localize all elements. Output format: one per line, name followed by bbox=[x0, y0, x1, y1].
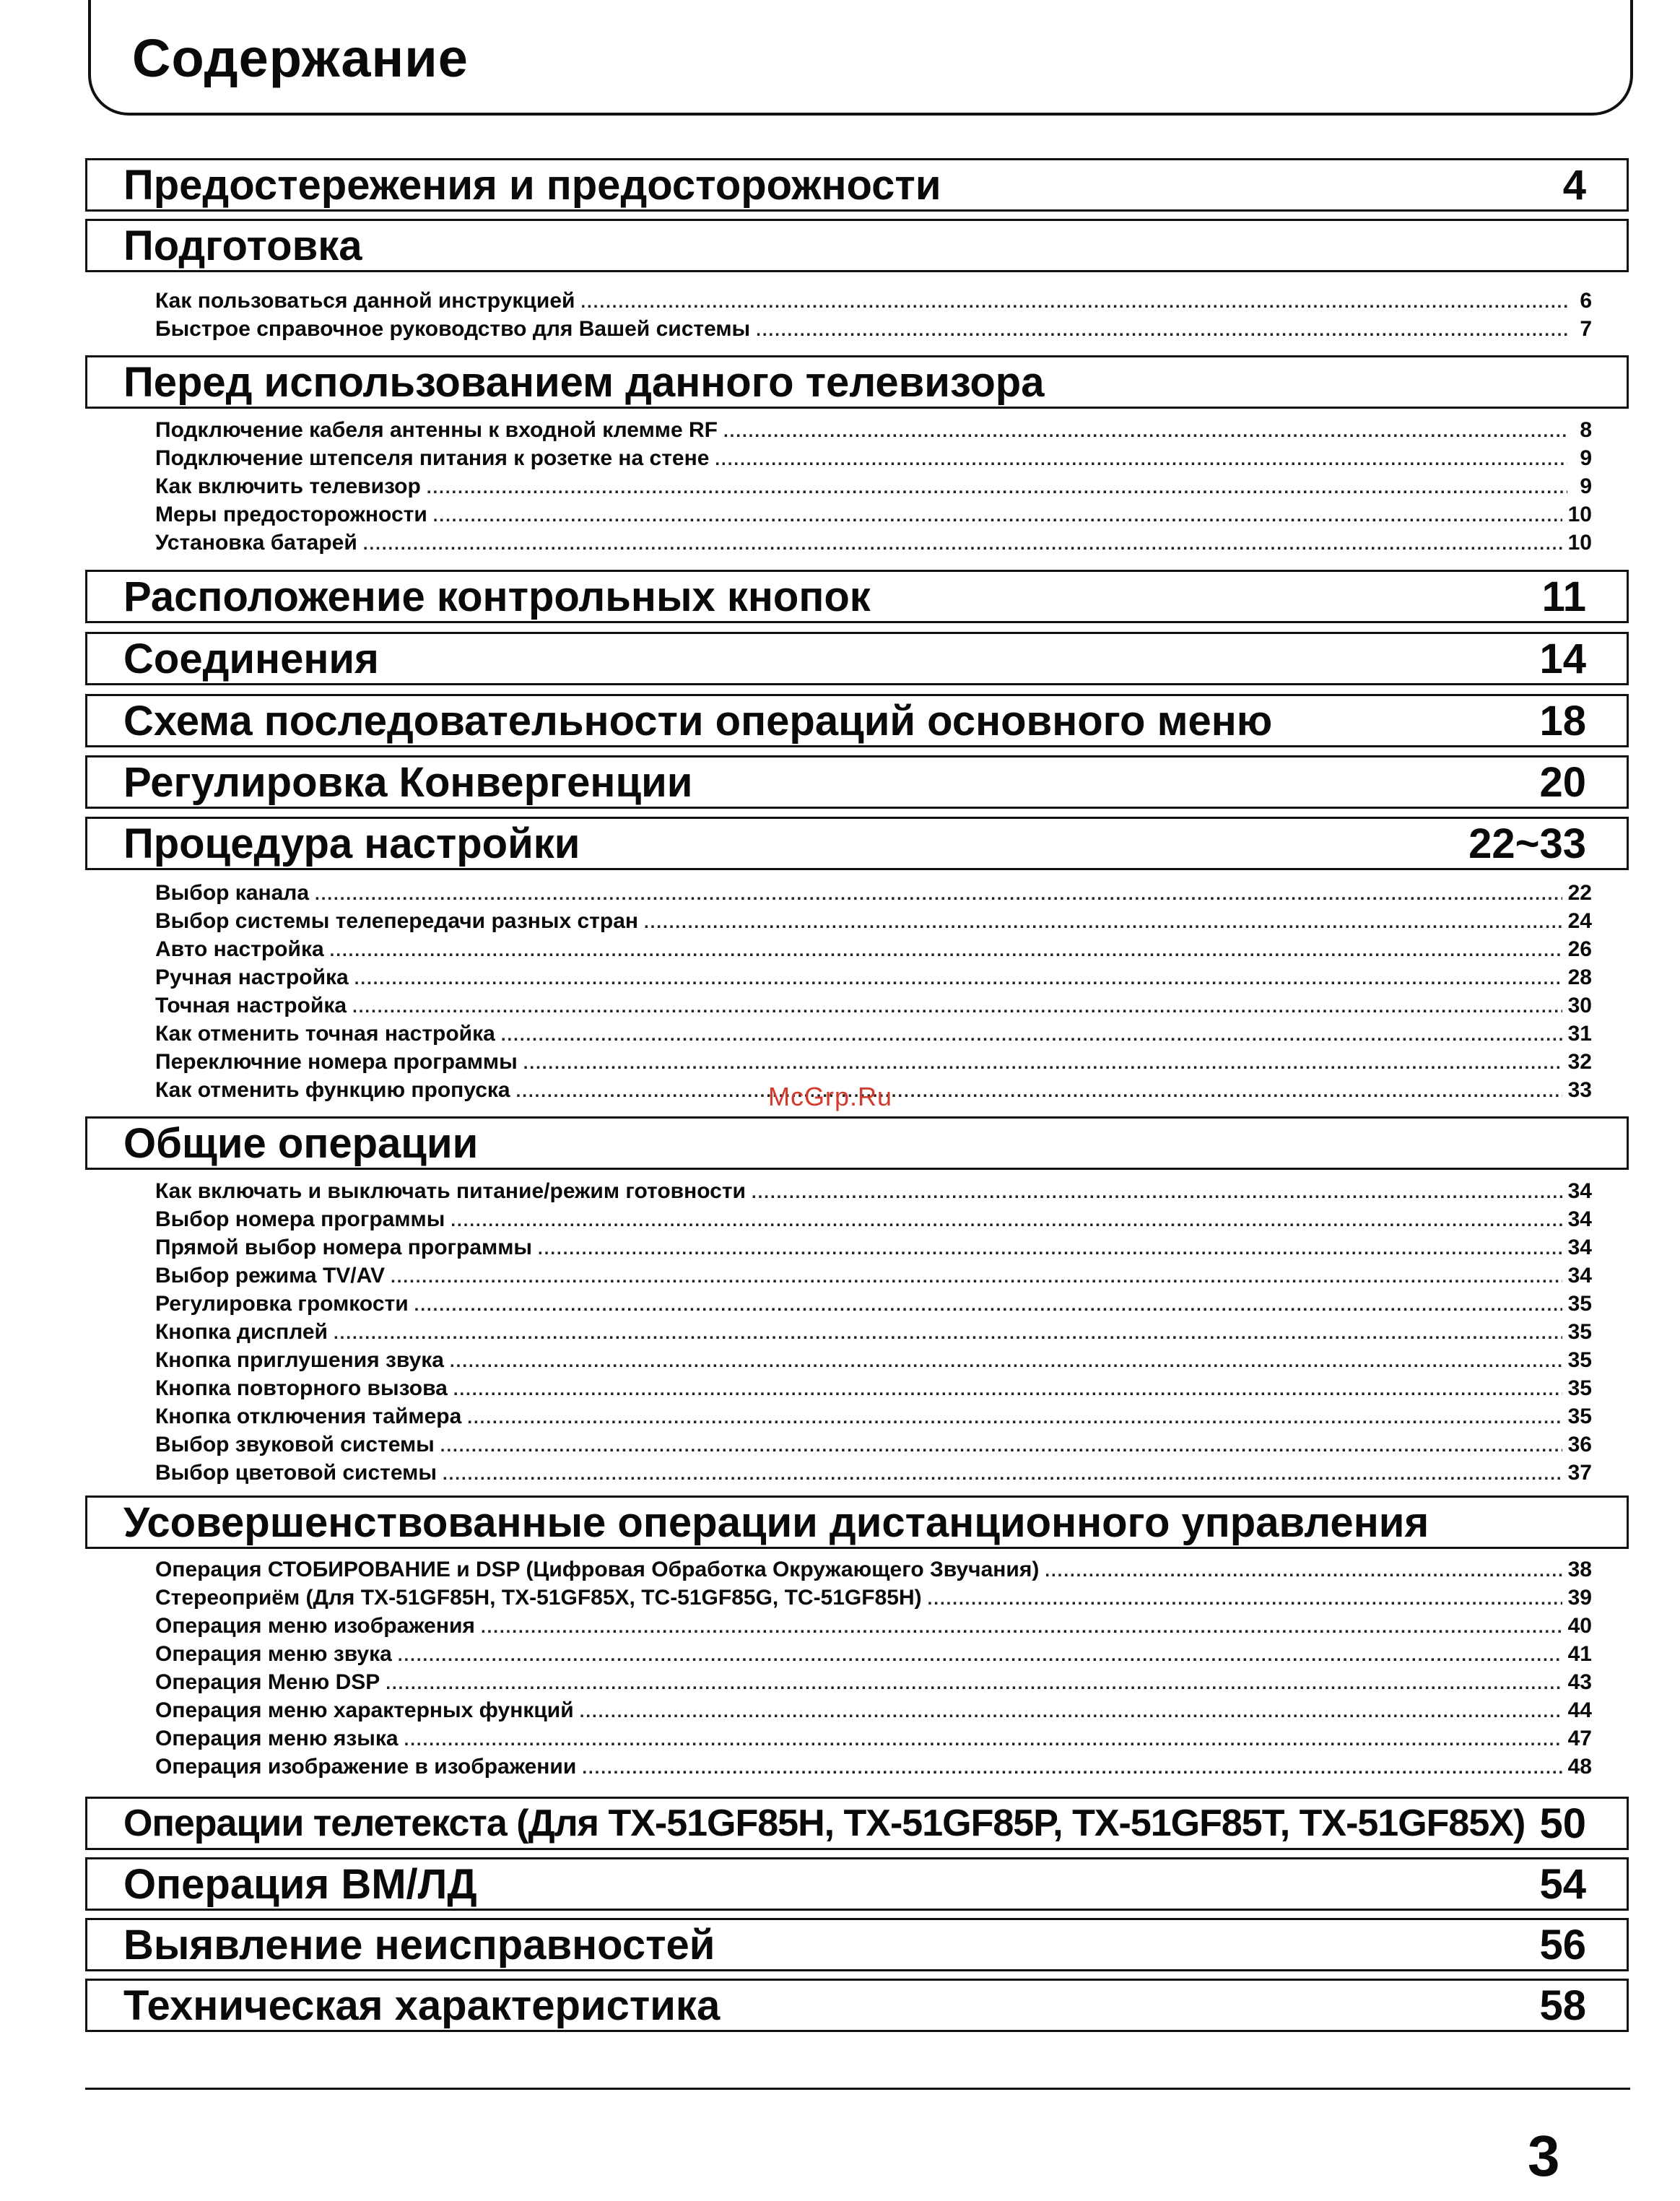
entry-label: Операция меню изображения bbox=[155, 1614, 475, 1638]
leader-dots bbox=[433, 502, 1562, 530]
section-title: Общие операции bbox=[123, 1119, 479, 1167]
toc-entry[interactable] bbox=[155, 315, 1592, 343]
entry-page: 44 bbox=[1567, 1698, 1592, 1722]
toc-section[interactable] bbox=[85, 694, 1629, 747]
entry-label: Регулировка громкости bbox=[155, 1292, 409, 1316]
entry-label: Операция СТОБИРОВАНИЕ и DSP (Цифровая Обработка Окружающего Звучания) bbox=[155, 1558, 1040, 1581]
section-title: Техническая характеристика bbox=[123, 1981, 721, 2029]
toc-section[interactable] bbox=[85, 817, 1629, 870]
entry-label: Авто настройка bbox=[155, 937, 324, 961]
section-title: Схема последовательности операций основного меню bbox=[123, 697, 1273, 744]
entry-page: 34 bbox=[1567, 1264, 1592, 1288]
entry-page: 35 bbox=[1567, 1376, 1592, 1400]
toc-entry[interactable] bbox=[155, 991, 1592, 1020]
toc-entry[interactable] bbox=[155, 1346, 1592, 1374]
entry-label: Как отменить функцию пропуска bbox=[155, 1078, 510, 1102]
leader-dots bbox=[352, 993, 1562, 1021]
leader-dots bbox=[516, 1077, 1562, 1106]
entry-page: 34 bbox=[1567, 1179, 1592, 1203]
entry-page: 41 bbox=[1567, 1642, 1592, 1666]
leader-dots bbox=[330, 937, 1562, 965]
section-page: 14 bbox=[1539, 635, 1586, 682]
toc-entry[interactable] bbox=[155, 472, 1592, 500]
leader-dots bbox=[481, 1613, 1562, 1641]
toc-entry[interactable] bbox=[155, 1612, 1592, 1640]
entry-label: Выбор цветовой системы bbox=[155, 1461, 437, 1485]
section-page: 54 bbox=[1539, 1860, 1586, 1908]
entry-label: Кнопка дисплей bbox=[155, 1320, 328, 1344]
toc-entry[interactable] bbox=[155, 1753, 1592, 1781]
toc-entry[interactable] bbox=[155, 1177, 1592, 1205]
toc-entry[interactable] bbox=[155, 1205, 1592, 1233]
toc-section[interactable] bbox=[85, 1979, 1629, 2032]
entry-label: Ручная настройка bbox=[155, 965, 349, 989]
entry-label: Подключение кабеля антенны к входной клемме RF bbox=[155, 418, 718, 442]
leader-dots bbox=[450, 1347, 1562, 1376]
toc-entry[interactable] bbox=[155, 416, 1592, 444]
entry-page: 26 bbox=[1567, 937, 1592, 961]
leader-dots bbox=[398, 1641, 1562, 1670]
leader-dots bbox=[523, 1049, 1562, 1077]
page-title: Содержание bbox=[132, 28, 469, 88]
leader-dots bbox=[582, 1754, 1562, 1782]
leader-dots bbox=[391, 1263, 1562, 1291]
entry-label: Подключение штепселя питания к розетке на стене bbox=[155, 446, 710, 470]
entry-label: Стереоприём (Для TX-51GF85H, TX-51GF85X, TC-51GF85G, TC-51GF85H) bbox=[155, 1586, 922, 1610]
section-page: 22~33 bbox=[1468, 820, 1586, 867]
entry-list bbox=[155, 1177, 1592, 1487]
section-page: 58 bbox=[1539, 1981, 1586, 2029]
leader-dots bbox=[315, 880, 1562, 908]
entry-page: 35 bbox=[1567, 1405, 1592, 1428]
toc-entry[interactable] bbox=[155, 963, 1592, 991]
toc-section[interactable] bbox=[85, 355, 1629, 409]
leader-dots bbox=[538, 1235, 1562, 1263]
section-title: Соединения bbox=[123, 635, 379, 682]
toc-entry[interactable] bbox=[155, 1584, 1592, 1612]
toc-entry[interactable] bbox=[155, 500, 1592, 529]
entry-label: Операция меню характерных функций bbox=[155, 1698, 574, 1722]
section-title: Процедура настройки bbox=[123, 820, 580, 867]
leader-dots bbox=[644, 908, 1562, 937]
entry-page: 22 bbox=[1567, 881, 1592, 905]
entry-page: 32 bbox=[1567, 1050, 1592, 1074]
leader-dots bbox=[443, 1460, 1562, 1488]
toc-section[interactable] bbox=[85, 755, 1629, 809]
toc-entry[interactable] bbox=[155, 1724, 1592, 1753]
entry-list bbox=[155, 1555, 1592, 1781]
entry-label: Кнопка отключения таймера bbox=[155, 1405, 462, 1428]
entry-page: 35 bbox=[1567, 1348, 1592, 1372]
toc-entry[interactable] bbox=[155, 1431, 1592, 1459]
toc-section[interactable] bbox=[85, 1495, 1629, 1549]
section-title: Выявление неисправностей bbox=[123, 1921, 715, 1968]
entry-page: 34 bbox=[1567, 1207, 1592, 1231]
toc-section[interactable] bbox=[85, 1918, 1629, 1971]
entry-label: Выбор системы телепередачи разных стран bbox=[155, 909, 639, 933]
leader-dots bbox=[723, 417, 1567, 446]
leader-dots bbox=[453, 1376, 1562, 1404]
toc-section[interactable] bbox=[85, 1857, 1629, 1911]
entry-label: Как пользоваться данной инструкцией bbox=[155, 289, 575, 313]
leader-dots bbox=[580, 288, 1567, 316]
section-page: 20 bbox=[1539, 758, 1586, 806]
section-title: Операции телетекста (Для TX-51GF85H, TX-51GF85P, TX-51GF85T, TX-51GF85X) bbox=[123, 1802, 1526, 1844]
entry-page: 28 bbox=[1567, 965, 1592, 989]
leader-dots bbox=[752, 1178, 1562, 1207]
entry-label: Выбор номера программы bbox=[155, 1207, 445, 1231]
toc-entry[interactable] bbox=[155, 1374, 1592, 1402]
entry-page: 38 bbox=[1567, 1558, 1592, 1581]
entry-list bbox=[155, 287, 1592, 343]
section-title: Предостережения и предосторожности bbox=[123, 161, 941, 209]
entry-label: Операция изображение в изображении bbox=[155, 1755, 577, 1779]
footer-rule bbox=[85, 2088, 1630, 2090]
entry-list bbox=[155, 416, 1592, 557]
entry-label: Выбор канала bbox=[155, 881, 310, 905]
leader-dots bbox=[715, 446, 1567, 474]
entry-label: Как включать и выключать питание/режим готовности bbox=[155, 1179, 746, 1203]
entry-label: Точная настройка bbox=[155, 994, 347, 1017]
section-title: Регулировка Конвергенции bbox=[123, 758, 693, 806]
toc-entry[interactable] bbox=[155, 935, 1592, 963]
entry-page: 37 bbox=[1567, 1461, 1592, 1485]
entry-page: 9 bbox=[1580, 446, 1592, 470]
leader-dots bbox=[334, 1319, 1562, 1347]
toc-entry[interactable] bbox=[155, 1668, 1592, 1696]
toc-entry[interactable] bbox=[155, 879, 1592, 907]
toc-section[interactable] bbox=[85, 1797, 1629, 1850]
section-page: 11 bbox=[1541, 573, 1586, 620]
entry-label: Как включить телевизор bbox=[155, 474, 421, 498]
leader-dots bbox=[427, 474, 1567, 502]
section-title: Перед использованием данного телевизора bbox=[123, 358, 1045, 406]
entry-page: 33 bbox=[1567, 1078, 1592, 1102]
leader-dots bbox=[440, 1432, 1562, 1460]
entry-page: 9 bbox=[1580, 474, 1592, 498]
toc-entry[interactable] bbox=[155, 1318, 1592, 1346]
entry-page: 40 bbox=[1567, 1614, 1592, 1638]
leader-dots bbox=[580, 1698, 1562, 1726]
leader-dots bbox=[354, 965, 1562, 993]
entry-page: 43 bbox=[1567, 1670, 1592, 1694]
section-title: Расположение контрольных кнопок bbox=[123, 573, 871, 620]
leader-dots bbox=[414, 1291, 1562, 1319]
entry-list bbox=[155, 879, 1592, 1104]
watermark-text: McGrp.Ru bbox=[768, 1082, 893, 1111]
entry-page: 48 bbox=[1567, 1755, 1592, 1779]
leader-dots bbox=[363, 530, 1562, 558]
section-page: 4 bbox=[1562, 161, 1586, 209]
toc-entry[interactable] bbox=[155, 1290, 1592, 1318]
entry-page: 47 bbox=[1567, 1727, 1592, 1750]
entry-label: Операция Меню DSP bbox=[155, 1670, 380, 1694]
entry-label: Кнопка повторного вызова bbox=[155, 1376, 448, 1400]
entry-label: Операция меню звука bbox=[155, 1642, 392, 1666]
toc-entry[interactable] bbox=[155, 1555, 1592, 1584]
entry-label: Быстрое справочное руководство для Вашей системы bbox=[155, 317, 751, 341]
leader-dots bbox=[756, 316, 1567, 344]
entry-label: Кнопка приглушения звука bbox=[155, 1348, 444, 1372]
toc-entry[interactable] bbox=[155, 444, 1592, 472]
section-page: 18 bbox=[1539, 697, 1586, 744]
entry-label: Операция меню языка bbox=[155, 1727, 399, 1750]
toc-entry[interactable] bbox=[155, 1262, 1592, 1290]
entry-page: 39 bbox=[1567, 1586, 1592, 1610]
leader-dots bbox=[501, 1021, 1562, 1049]
toc-entry[interactable] bbox=[155, 1402, 1592, 1431]
leader-dots bbox=[386, 1670, 1562, 1698]
toc-entry[interactable] bbox=[155, 529, 1592, 557]
section-page: 56 bbox=[1539, 1921, 1586, 1968]
toc-section[interactable] bbox=[85, 570, 1629, 623]
entry-page: 35 bbox=[1567, 1292, 1592, 1316]
toc-section[interactable] bbox=[85, 632, 1629, 685]
entry-page: 8 bbox=[1580, 418, 1592, 442]
leader-dots bbox=[451, 1207, 1562, 1235]
entry-page: 24 bbox=[1567, 909, 1592, 933]
section-page: 50 bbox=[1539, 1800, 1586, 1847]
toc-entry[interactable] bbox=[155, 907, 1592, 935]
toc-entry[interactable] bbox=[155, 1459, 1592, 1487]
toc-section[interactable] bbox=[85, 158, 1629, 212]
toc-entry[interactable] bbox=[155, 287, 1592, 315]
entry-page: 35 bbox=[1567, 1320, 1592, 1344]
section-title: Операция ВМ/ЛД bbox=[123, 1860, 477, 1908]
entry-page: 7 bbox=[1580, 317, 1592, 341]
entry-label: Выбор звуковой системы bbox=[155, 1433, 435, 1457]
entry-label: Меры предосторожности bbox=[155, 503, 427, 526]
entry-page: 31 bbox=[1567, 1022, 1592, 1046]
entry-page: 6 bbox=[1580, 289, 1592, 313]
leader-dots bbox=[404, 1726, 1562, 1754]
toc-entry[interactable] bbox=[155, 1048, 1592, 1076]
section-title: Усовершенствованные операции дистанционного управления bbox=[123, 1498, 1429, 1546]
page-number: 3 bbox=[1528, 2124, 1560, 2188]
entry-page: 30 bbox=[1567, 994, 1592, 1017]
entry-page: 36 bbox=[1567, 1433, 1592, 1457]
leader-dots bbox=[467, 1404, 1562, 1432]
entry-label: Установка батарей bbox=[155, 531, 357, 555]
entry-page: 10 bbox=[1567, 531, 1592, 555]
toc-entry[interactable] bbox=[155, 1233, 1592, 1262]
leader-dots bbox=[928, 1585, 1562, 1613]
entry-label: Прямой выбор номера программы bbox=[155, 1236, 533, 1259]
toc-entry[interactable] bbox=[155, 1640, 1592, 1668]
entry-label: Как отменить точная настройка bbox=[155, 1022, 495, 1046]
entry-label: Переключние номера программы bbox=[155, 1050, 518, 1074]
section-title: Подготовка bbox=[123, 222, 362, 269]
leader-dots bbox=[1045, 1557, 1562, 1585]
toc-entry[interactable] bbox=[155, 1020, 1592, 1048]
toc-section[interactable] bbox=[85, 219, 1629, 272]
entry-label: Выбор режима TV/AV bbox=[155, 1264, 386, 1288]
entry-page: 34 bbox=[1567, 1236, 1592, 1259]
toc-entry[interactable] bbox=[155, 1696, 1592, 1724]
entry-page: 10 bbox=[1567, 503, 1592, 526]
toc-section[interactable] bbox=[85, 1116, 1629, 1170]
